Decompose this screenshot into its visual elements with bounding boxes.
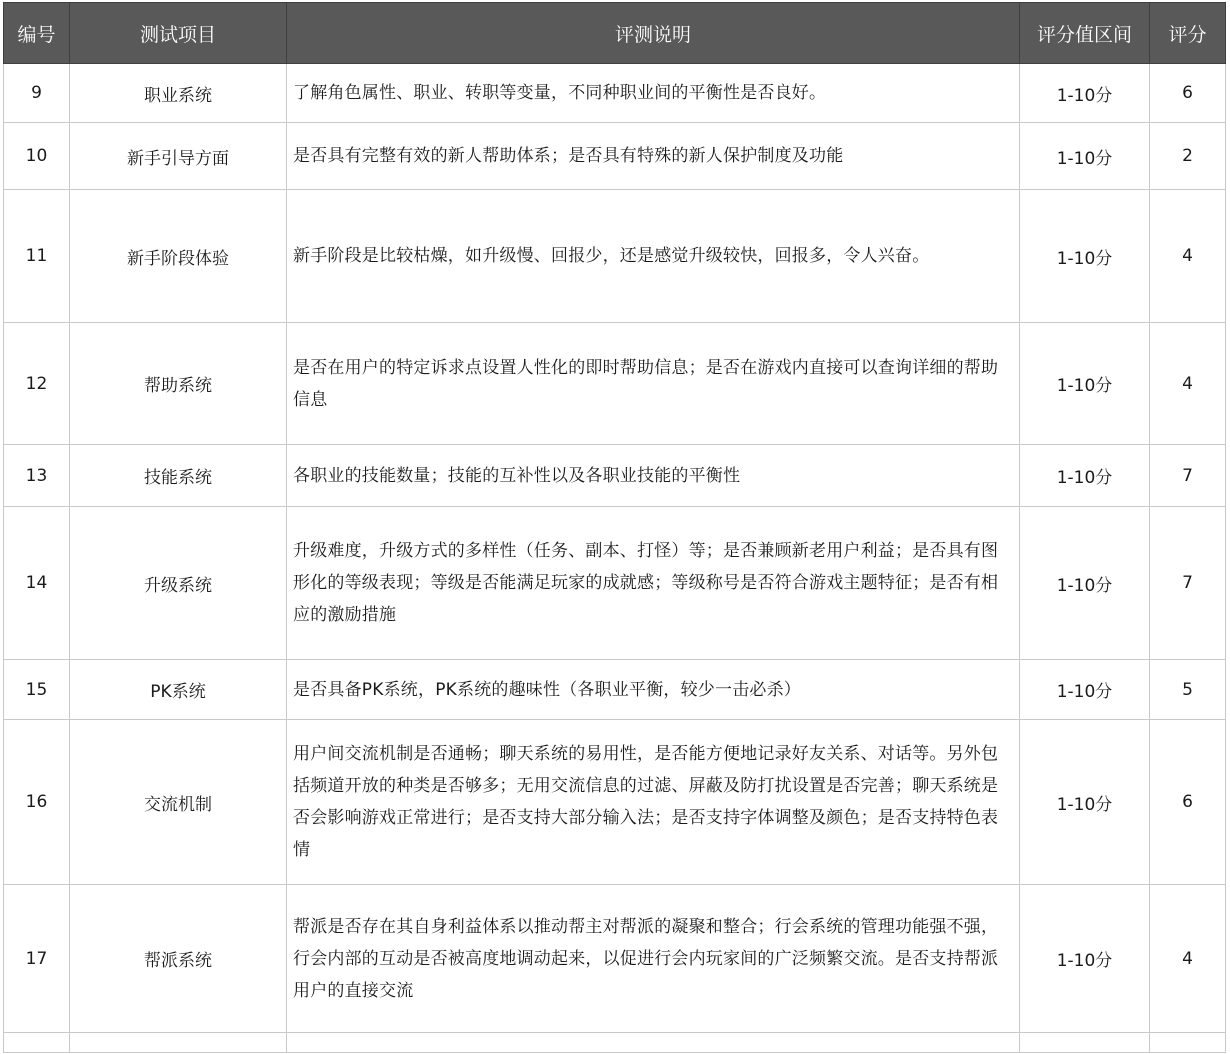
row-id: 12 xyxy=(4,323,70,445)
row-score: 2 xyxy=(1150,123,1226,190)
row-item-empty xyxy=(70,1033,287,1053)
row-range: 1-10分 xyxy=(1020,660,1150,720)
table-row xyxy=(4,123,1226,190)
row-range: 1-10分 xyxy=(1020,323,1150,445)
header-range: 评分值区间 xyxy=(1020,3,1150,64)
header-item: 测试项目 xyxy=(70,3,287,64)
row-score: 4 xyxy=(1150,190,1226,323)
row-range: 1-10分 xyxy=(1020,885,1150,1033)
row-score: 4 xyxy=(1150,885,1226,1033)
header-score: 评分 xyxy=(1150,3,1226,64)
table-row-partial xyxy=(4,1033,1226,1053)
row-score: 7 xyxy=(1150,445,1226,507)
header-desc: 评测说明 xyxy=(287,3,1020,64)
row-desc: 了解角色属性、职业、转职等变量，不同种职业间的平衡性是否良好。 xyxy=(287,64,1020,123)
row-range: 1-10分 xyxy=(1020,445,1150,507)
row-desc: 各职业的技能数量；技能的互补性以及各职业技能的平衡性 xyxy=(287,445,1020,507)
row-id: 16 xyxy=(4,720,70,885)
row-range: 1-10分 xyxy=(1020,64,1150,123)
row-item: 升级系统 xyxy=(70,507,287,660)
row-desc: 是否在用户的特定诉求点设置人性化的即时帮助信息；是否在游戏内直接可以查询详细的帮助信息 xyxy=(287,323,1020,445)
row-range: 1-10分 xyxy=(1020,123,1150,190)
row-item: 帮助系统 xyxy=(70,323,287,445)
table-row xyxy=(4,445,1226,507)
row-score: 7 xyxy=(1150,507,1226,660)
row-id: 14 xyxy=(4,507,70,660)
row-score-empty xyxy=(1150,1033,1226,1053)
row-desc: 升级难度，升级方式的多样性（任务、副本、打怪）等；是否兼顾新老用户利益；是否具有图形化的等级表现；等级是否能满足玩家的成就感；等级称号是否符合游戏主题特征；是否有相应的激励措施 xyxy=(287,507,1020,660)
row-item: PK系统 xyxy=(70,660,287,720)
row-id: 10 xyxy=(4,123,70,190)
row-desc: 是否具有完整有效的新人帮助体系；是否具有特殊的新人保护制度及功能 xyxy=(287,123,1020,190)
row-score: 6 xyxy=(1150,64,1226,123)
row-score: 5 xyxy=(1150,660,1226,720)
row-item: 交流机制 xyxy=(70,720,287,885)
row-desc: 帮派是否存在其自身利益体系以推动帮主对帮派的凝聚和整合；行会系统的管理功能强不强，行会内部的互动是否被高度地调动起来，以促进行会内玩家间的广泛频繁交流。是否支持帮派用户的直接交流 xyxy=(287,885,1020,1033)
table-row xyxy=(4,885,1226,1033)
row-desc: 新手阶段是比较枯燥，如升级慢、回报少，还是感觉升级较快，回报多，令人兴奋。 xyxy=(287,190,1020,323)
table-header-row xyxy=(4,3,1226,64)
row-item: 职业系统 xyxy=(70,64,287,123)
row-range: 1-10分 xyxy=(1020,720,1150,885)
row-id: 15 xyxy=(4,660,70,720)
row-id: 9 xyxy=(4,64,70,123)
row-item: 技能系统 xyxy=(70,445,287,507)
row-desc: 用户间交流机制是否通畅；聊天系统的易用性，是否能方便地记录好友关系、对话等。另外包括频道开放的种类是否够多；无用交流信息的过滤、屏蔽及防打扰设置是否完善；聊天系统是否会影响游戏正常进行；是否支持大部分输入法；是否支持字体调整及颜色；是否支持特色表情 xyxy=(287,720,1020,885)
table-row xyxy=(4,660,1226,720)
row-item: 新手阶段体验 xyxy=(70,190,287,323)
row-item: 新手引导方面 xyxy=(70,123,287,190)
evaluation-table xyxy=(3,2,1226,1053)
row-id-empty xyxy=(4,1033,70,1053)
row-id: 11 xyxy=(4,190,70,323)
table-row xyxy=(4,720,1226,885)
row-score: 6 xyxy=(1150,720,1226,885)
table-row xyxy=(4,64,1226,123)
row-desc: 是否具备PK系统，PK系统的趣味性（各职业平衡，较少一击必杀） xyxy=(287,660,1020,720)
row-range: 1-10分 xyxy=(1020,190,1150,323)
row-desc-empty xyxy=(287,1033,1020,1053)
header-id: 编号 xyxy=(4,3,70,64)
row-range: 1-10分 xyxy=(1020,507,1150,660)
row-score: 4 xyxy=(1150,323,1226,445)
table-row xyxy=(4,190,1226,323)
table-row xyxy=(4,323,1226,445)
row-range-empty xyxy=(1020,1033,1150,1053)
row-id: 17 xyxy=(4,885,70,1033)
row-item: 帮派系统 xyxy=(70,885,287,1033)
table-row xyxy=(4,507,1226,660)
row-id: 13 xyxy=(4,445,70,507)
